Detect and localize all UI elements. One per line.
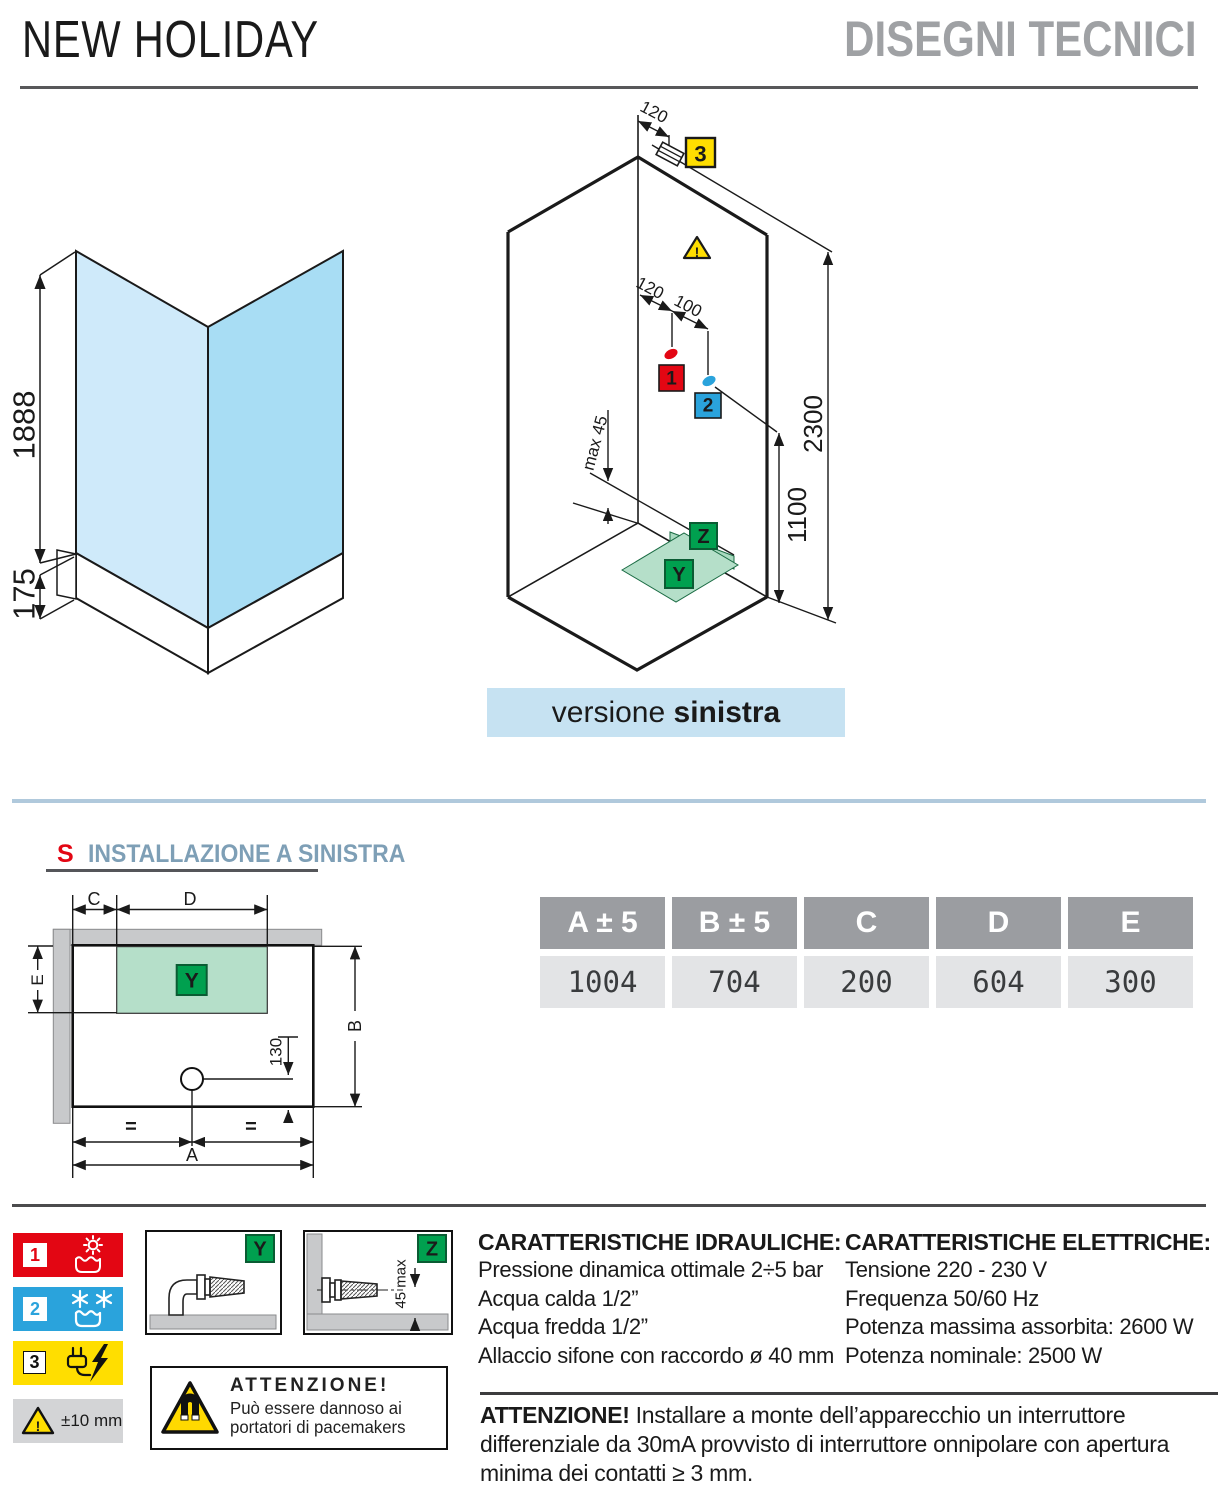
dim-mixer-height: 1100 xyxy=(782,487,812,543)
svg-text:1: 1 xyxy=(666,368,677,390)
header-divider xyxy=(20,86,1198,89)
marker-2-badge xyxy=(695,393,721,418)
section-header xyxy=(57,840,433,869)
dim-a: A xyxy=(185,1145,199,1165)
drain-wall-drawing xyxy=(305,1232,450,1332)
dim-eq-left: = xyxy=(125,1116,137,1138)
spec-line: Acqua calda 1/2” xyxy=(478,1285,639,1311)
spec-line: Potenza nominale: 2500 W xyxy=(845,1342,1102,1368)
electrical-specs xyxy=(845,1228,1215,1370)
detail-y-badge xyxy=(246,1235,274,1262)
pacemaker-warning-box xyxy=(150,1366,448,1450)
svg-text:Y: Y xyxy=(184,969,199,993)
hydraulic-specs xyxy=(478,1228,848,1370)
electrical-title: CARATTERISTICHE ELETTRICHE: xyxy=(845,1229,1211,1255)
page-title: NEW HOLIDAY xyxy=(22,11,319,69)
glass-panels-drawing xyxy=(0,230,420,690)
table-value-e: 300 xyxy=(1068,956,1193,1008)
svg-text:Y: Y xyxy=(253,1238,267,1261)
isometric-cabin-drawing xyxy=(480,96,860,720)
zone-y-badge xyxy=(665,560,693,588)
warning-triangle-icon xyxy=(684,237,710,260)
warning-divider xyxy=(480,1392,1218,1395)
version-banner xyxy=(487,688,845,737)
dimensions-table xyxy=(540,897,1193,1008)
dim-cold-offset: 100 xyxy=(671,290,705,322)
dim-d: D xyxy=(183,889,197,909)
plan-zone-y-badge xyxy=(177,965,207,995)
table-header-d: D xyxy=(936,897,1061,949)
marker-3-badge xyxy=(686,138,715,167)
section-underline xyxy=(46,869,318,872)
legend-hot-water xyxy=(13,1233,123,1277)
table-value-a: 1004 xyxy=(540,956,665,1008)
magnet-warning-title: ATTENZIONE! xyxy=(230,1375,390,1396)
bottom-divider xyxy=(12,1204,1206,1207)
detail-z-badge xyxy=(418,1235,446,1262)
magnet-warning-icon xyxy=(160,1380,220,1436)
table-header-a: A ± 5 xyxy=(540,897,665,949)
legend-3-number: 3 xyxy=(23,1351,46,1374)
table-header-e: E xyxy=(1068,897,1193,949)
table-value-d: 604 xyxy=(936,956,1061,1008)
hot-water-icon xyxy=(63,1234,119,1276)
dim-drain-offset: 130 xyxy=(266,1037,286,1067)
spec-line: Pressione dinamica ottimale 2÷5 bar xyxy=(478,1257,824,1282)
tolerance-warning-icon xyxy=(21,1406,55,1436)
svg-text:!: ! xyxy=(35,1418,41,1434)
svg-text:2: 2 xyxy=(702,395,714,417)
electrical-connection-symbol xyxy=(656,142,684,166)
dim-b: B xyxy=(345,1019,365,1033)
bottom-warning-body: Installare a monte dell’apparecchio un interruttore differenziale da 30mA provvisto di interruttore onnipolare con apertura minima dei contatti ≥ 3 mm. xyxy=(480,1402,1170,1486)
dim-hot-offset: 120 xyxy=(633,272,667,304)
version-normal: versione xyxy=(551,696,666,729)
legend-2-number: 2 xyxy=(23,1297,47,1321)
cold-water-icon xyxy=(63,1288,119,1330)
legend-cold-water xyxy=(13,1287,123,1331)
zone-z-badge xyxy=(690,523,717,549)
spec-line: Frequenza 50/60 Hz xyxy=(845,1285,1039,1311)
lightning-bolt-icon xyxy=(90,1344,108,1382)
version-bold: sinistra xyxy=(673,696,781,729)
legend-1-number: 1 xyxy=(23,1243,47,1267)
bottom-warning-text xyxy=(480,1401,1218,1488)
magnet-warning-line2: portatori di pacemakers xyxy=(230,1417,406,1437)
section-title: INSTALLAZIONE A SINISTRA xyxy=(87,840,406,868)
svg-text:Z: Z xyxy=(425,1238,439,1261)
legend-tolerance xyxy=(13,1399,123,1443)
table-header-b: B ± 5 xyxy=(672,897,797,949)
table-header-c: C xyxy=(804,897,929,949)
detail-z-dim: 45 max xyxy=(392,1259,410,1309)
legend-power xyxy=(13,1341,123,1385)
dim-panel-base: 175 xyxy=(6,568,42,620)
svg-text:3: 3 xyxy=(694,141,707,167)
dim-ceiling-offset: 120 xyxy=(637,96,671,128)
drain-elbow-drawing xyxy=(147,1232,279,1332)
dim-c: C xyxy=(87,889,101,909)
page-subtitle: DISEGNI TECNICI xyxy=(843,11,1196,67)
hot-water-point xyxy=(663,347,680,362)
svg-text:Y: Y xyxy=(672,564,686,586)
bottom-warning-title: ATTENZIONE! xyxy=(480,1402,630,1428)
magnet-warning-line1: Può essere dannoso ai xyxy=(230,1398,402,1418)
spec-line: Allaccio sifone con raccordo ø 40 mm xyxy=(478,1342,835,1368)
table-value-c: 200 xyxy=(804,956,929,1008)
dim-step-limit: max 45 xyxy=(578,413,612,473)
hydraulic-title: CARATTERISTICHE IDRAULICHE: xyxy=(478,1229,842,1255)
section-letter: S xyxy=(57,840,74,868)
spec-line: Tensione 220 - 230 V xyxy=(845,1257,1047,1282)
spec-line: Potenza massima assorbita: 2600 W xyxy=(845,1314,1194,1339)
detail-z-box xyxy=(303,1230,453,1335)
dim-total-height: 2300 xyxy=(798,395,828,453)
electric-plug-icon xyxy=(63,1343,119,1383)
dim-eq-right: = xyxy=(245,1116,257,1138)
svg-text:!: ! xyxy=(694,244,700,260)
mid-divider xyxy=(12,799,1206,803)
table-value-b: 704 xyxy=(672,956,797,1008)
marker-1-badge xyxy=(659,365,684,391)
svg-text:Z: Z xyxy=(697,526,710,548)
drain-hole xyxy=(181,1068,203,1090)
installation-plan-drawing xyxy=(30,880,370,1200)
cold-water-point xyxy=(701,374,718,389)
dim-panel-height: 1888 xyxy=(6,390,42,460)
spec-line: Acqua fredda 1/2” xyxy=(478,1314,648,1339)
tolerance-value: ±10 mm xyxy=(61,1411,123,1430)
detail-y-box xyxy=(145,1230,282,1335)
dim-e: E xyxy=(28,974,48,986)
